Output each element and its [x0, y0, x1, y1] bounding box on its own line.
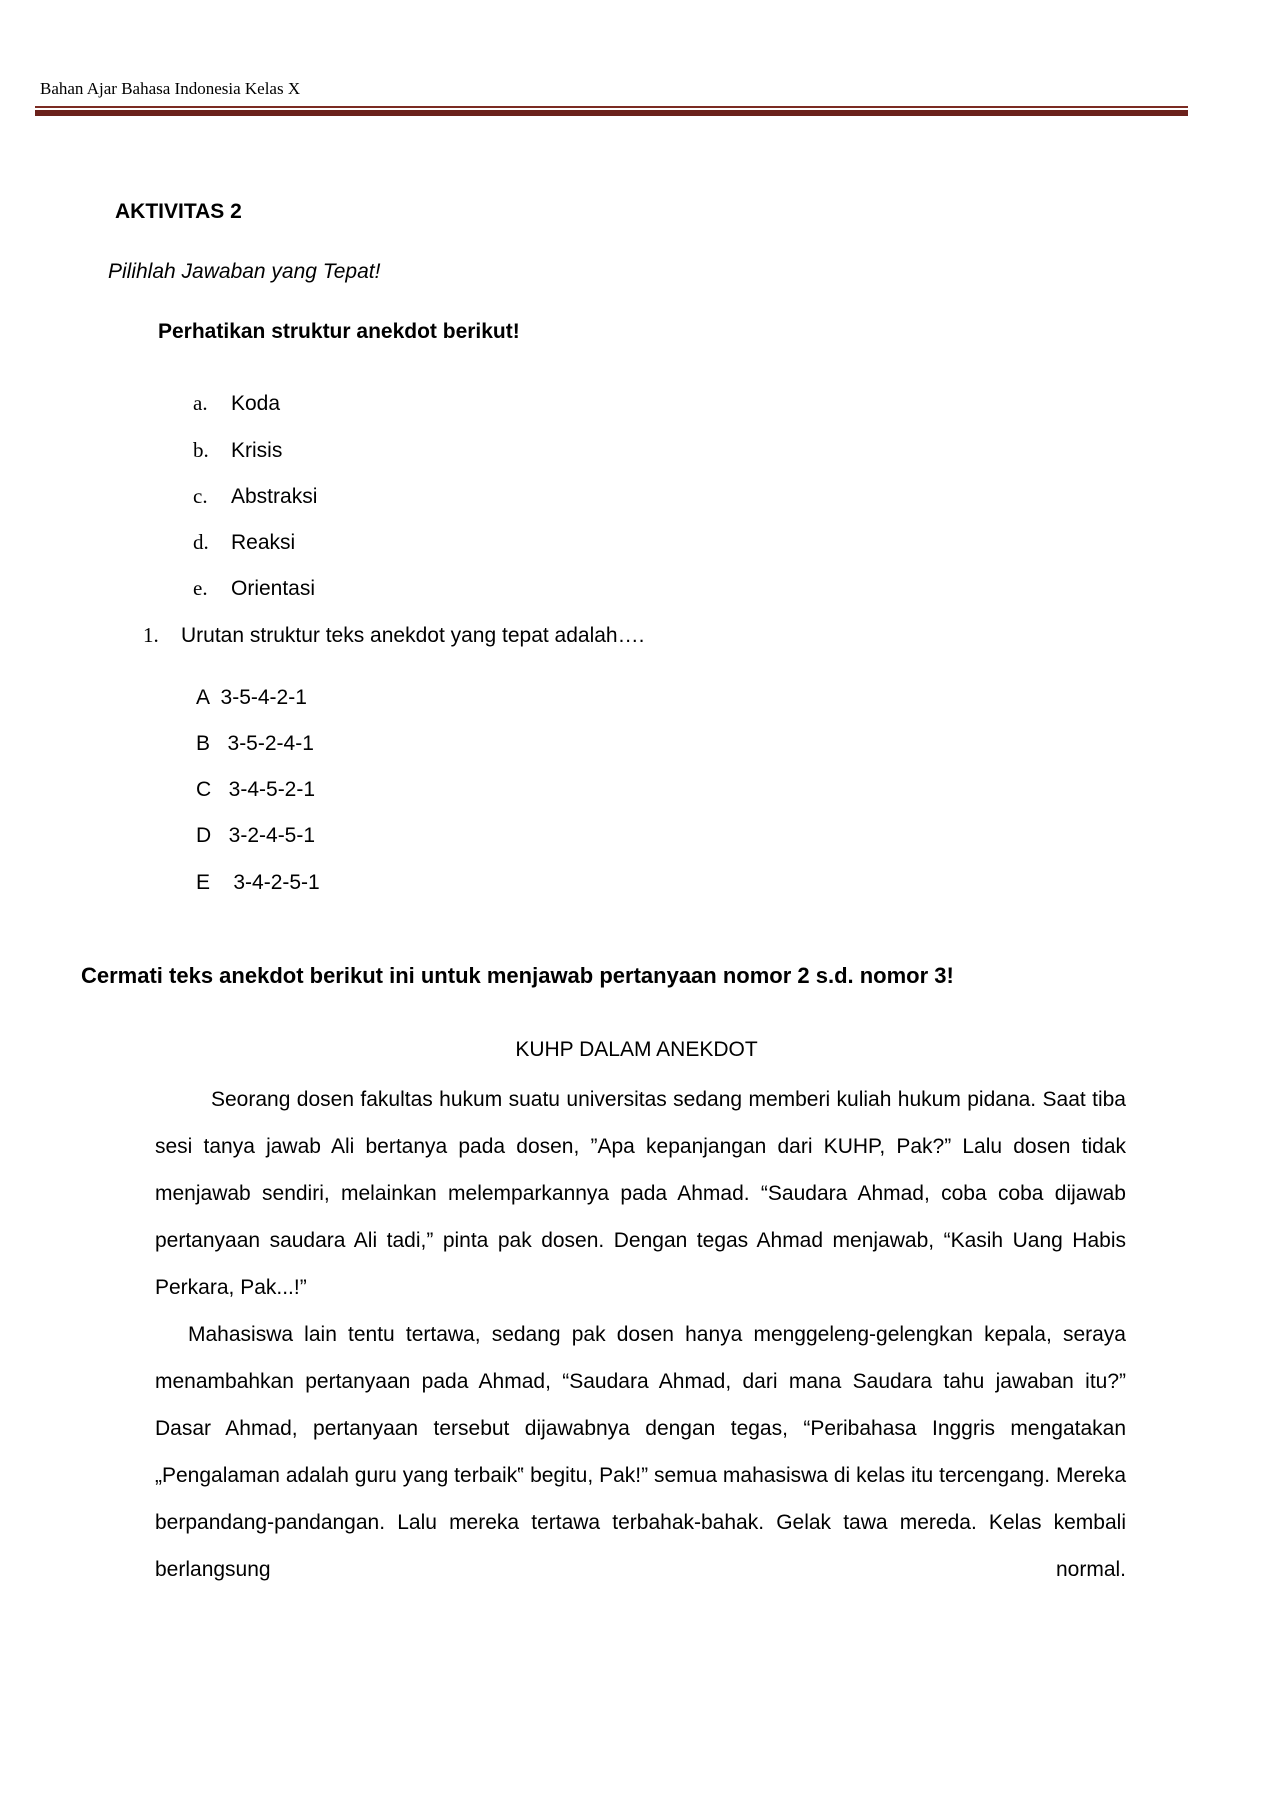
structure-item-text: Orientasi: [231, 577, 316, 600]
story-paragraph-1: Seorang dosen fakultas hukum suatu universitas sedang memberi kuliah hukum pidana. Saat tiba sesi tanya jawab Ali bertanya pada dosen, ”Apa kepanjangan dari KUHP, Pak?” Lalu dosen tidak menjawab sendiri, melainkan melemparkannya pada Ahmad. “Saudara Ahmad, coba coba dijawab pertanyaan saudara Ali tadi,” pinta pak dosen. Dengan tegas Ahmad menjawab, “Kasih Uang Habis Perkara, Pak...!”: [155, 1088, 1126, 1299]
structure-item-letter: d.: [193, 530, 209, 554]
reading-instruction: Cermati teks anekdot berikut ini untuk menjawab pertanyaan nomor 2 s.d. nomor 3!: [81, 963, 954, 988]
structure-item-letter: a.: [193, 391, 208, 415]
structure-item-letter: e.: [193, 576, 208, 600]
answer-option-d: D 3-2-4-5-1: [196, 824, 316, 847]
structure-item-text: Abstraksi: [231, 485, 318, 508]
answer-option-c: C 3-4-5-2-1: [196, 778, 316, 801]
answer-option-e: E 3-4-2-5-1: [196, 871, 320, 894]
question-text: Urutan struktur teks anekdot yang tepat adalah….: [181, 624, 645, 647]
structure-item: [193, 530, 295, 555]
structure-item-letter: b.: [193, 438, 209, 462]
header-divider: [35, 106, 1188, 116]
structure-item: [193, 484, 317, 509]
answer-option-b: B 3-5-2-4-1: [196, 732, 314, 755]
answer-option-a: A 3-5-4-2-1: [196, 686, 307, 709]
structure-item: [193, 391, 280, 416]
activity-instruction: Pilihlah Jawaban yang Tepat!: [108, 260, 381, 283]
structure-item: [193, 438, 282, 463]
story-paragraph-2: Mahasiswa lain tentu tertawa, sedang pak dosen hanya menggeleng-gelengkan kepala, seraya menambahkan pertanyaan pada Ahmad, “Saudara Ahmad, dari mana Saudara tahu jawaban itu?” Dasar Ahmad, pertanyaan tersebut dijawabnya dengan tegas, “Peribahasa Inggris mengatakan „Pengalaman adalah guru yang terbaik‟ begitu, Pak!” semua mahasiswa di kelas itu tercengang. Mereka berpandang-pandangan. Lalu mereka tertawa terbahak-bahak. Gelak tawa mereda. Kelas kembali berlangsung normal.: [155, 1323, 1126, 1581]
structure-item-text: Krisis: [231, 439, 283, 462]
structure-item-letter: c.: [193, 484, 208, 508]
activity-heading: AKTIVITAS 2: [115, 200, 242, 223]
question-1: [143, 623, 644, 648]
story-title: KUHP DALAM ANEKDOT: [515, 1038, 758, 1061]
structure-item: [193, 576, 315, 601]
structure-prompt: Perhatikan struktur anekdot berikut!: [158, 320, 520, 343]
question-number: 1.: [143, 623, 159, 647]
page-header-title: Bahan Ajar Bahasa Indonesia Kelas X: [40, 79, 301, 98]
structure-item-text: Koda: [231, 392, 281, 415]
structure-item-text: Reaksi: [231, 531, 296, 554]
header-divider-thick-line: [35, 110, 1188, 116]
